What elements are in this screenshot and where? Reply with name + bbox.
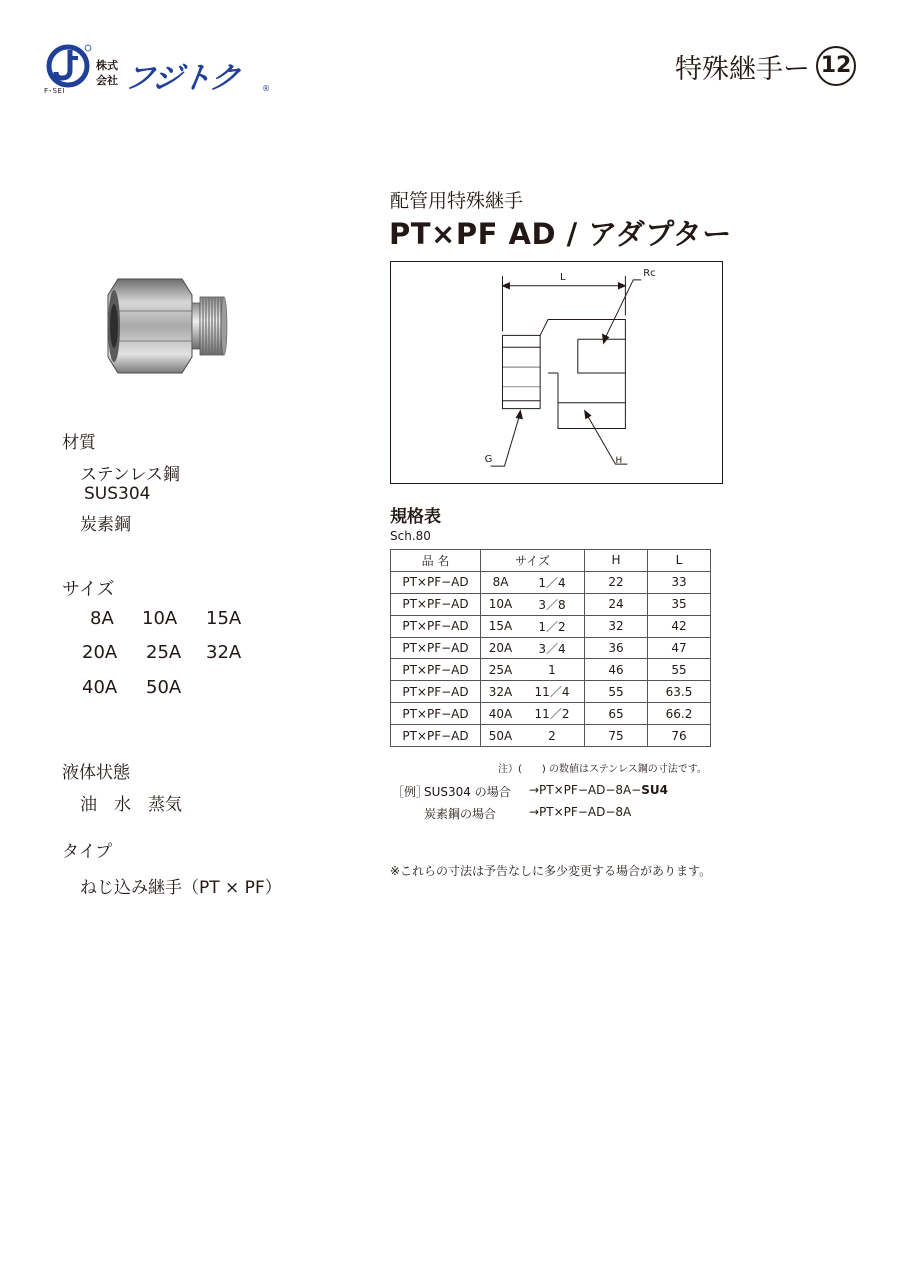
table-cell: PT×PF−AD <box>391 637 481 659</box>
logo-registered-mark: ® <box>262 84 270 93</box>
table-row <box>391 615 711 637</box>
table-cell: 32A <box>481 681 521 703</box>
table-cell: 40A <box>481 703 521 725</box>
product-photo <box>104 275 230 375</box>
table-cell: 47 <box>648 637 711 659</box>
table-cell: PT×PF−AD <box>391 593 481 615</box>
table-cell: 65 <box>585 703 648 725</box>
table-cell: 36 <box>585 637 648 659</box>
table-cell: 11／2 <box>520 703 585 725</box>
spec-heading: 規格表 <box>390 507 441 527</box>
table-cell: 55 <box>648 659 711 681</box>
table-cell: 10A <box>481 593 521 615</box>
size-item: 15A <box>206 608 242 629</box>
table-cell: 63.5 <box>648 681 711 703</box>
table-cell: 3／4 <box>520 637 585 659</box>
dimension-label-G: G <box>484 454 493 466</box>
example-2-label: 炭素鋼の場合 <box>424 807 497 821</box>
table-cell: 75 <box>585 725 648 747</box>
example-1-code-suffix: SU4 <box>641 783 669 797</box>
table-cell: 35 <box>648 593 711 615</box>
size-row <box>82 642 241 663</box>
table-row <box>391 725 711 747</box>
size-item: 32A <box>206 642 242 663</box>
table-row <box>391 637 711 659</box>
size-row <box>82 677 181 698</box>
column-header: L <box>648 550 711 572</box>
table-cell: 33 <box>648 571 711 593</box>
table-cell: 15A <box>481 615 521 637</box>
size-heading: サイズ <box>62 579 115 600</box>
logo-fsei-text: F･SEI <box>44 87 65 95</box>
table-cell: PT×PF−AD <box>391 659 481 681</box>
size-item: 40A <box>82 677 118 698</box>
material-item: ステンレス鋼 <box>80 465 180 485</box>
technical-drawing <box>390 261 723 484</box>
table-cell: 22 <box>585 571 648 593</box>
size-row <box>90 608 241 629</box>
disclaimer: ※これらの寸法は予告なしに多少変更する場合があります。 <box>390 864 712 878</box>
material-heading: 材質 <box>62 433 96 453</box>
table-cell: 3／8 <box>520 593 585 615</box>
table-cell: 66.2 <box>648 703 711 725</box>
table-cell: PT×PF−AD <box>391 615 481 637</box>
logo-company-name: フジトク <box>122 61 242 96</box>
table-cell: 55 <box>585 681 648 703</box>
dimension-label-H: H <box>615 456 623 467</box>
table-row <box>391 703 711 725</box>
table-cell: 76 <box>648 725 711 747</box>
page-category <box>675 46 856 86</box>
table-cell: 20A <box>481 637 521 659</box>
table-cell: 1／4 <box>520 571 585 593</box>
page-number: 12 <box>816 46 856 86</box>
table-header-row <box>391 550 711 572</box>
column-header: サイズ <box>481 550 585 572</box>
size-item: 10A <box>142 608 178 629</box>
material-item: SUS304 <box>84 484 151 504</box>
column-header: 品 名 <box>391 550 481 572</box>
dimension-label-Rc: Rc <box>643 267 656 279</box>
type-heading: タイプ <box>62 842 113 862</box>
fluid-values: 油 水 蒸気 <box>80 795 182 815</box>
table-cell: 32 <box>585 615 648 637</box>
table-cell: 1／2 <box>520 615 585 637</box>
table-cell: PT×PF−AD <box>391 703 481 725</box>
table-cell: PT×PF−AD <box>391 681 481 703</box>
table-note: 注）( ) の数値はステンレス鋼の寸法です。 <box>498 764 707 775</box>
table-row <box>391 571 711 593</box>
table-cell: 46 <box>585 659 648 681</box>
product-subtitle: 配管用特殊継手 <box>390 190 524 212</box>
table-cell: 8A <box>481 571 521 593</box>
column-header: H <box>585 550 648 572</box>
example-1-label: SUS304 の場合 <box>424 785 511 799</box>
table-cell: 25A <box>481 659 521 681</box>
table-cell: 2 <box>520 725 585 747</box>
table-row <box>391 659 711 681</box>
fluid-heading: 液体状態 <box>62 763 130 783</box>
table-row <box>391 593 711 615</box>
size-item: 20A <box>82 642 118 663</box>
spec-table <box>390 549 711 747</box>
logo-kabushiki-text-2: 会社 <box>96 74 118 87</box>
size-item: 25A <box>146 642 182 663</box>
size-item: 50A <box>146 677 182 698</box>
table-cell: 42 <box>648 615 711 637</box>
logo-kabushiki-text-1: 株式 <box>96 59 118 72</box>
example-tag: ［例］ <box>392 785 429 799</box>
table-cell: 11／4 <box>520 681 585 703</box>
table-cell: PT×PF−AD <box>391 571 481 593</box>
example-1-code <box>529 783 668 797</box>
table-cell: 50A <box>481 725 521 747</box>
table-cell: PT×PF−AD <box>391 725 481 747</box>
table-cell: 1 <box>520 659 585 681</box>
type-value: ねじ込み継手（PT × PF） <box>80 878 282 898</box>
example-2-code: →PT×PF−AD−8A <box>529 805 632 819</box>
schedule-label: Sch.80 <box>390 529 431 543</box>
example-1-code-main: →PT×PF−AD−8A− <box>529 783 642 797</box>
table-row <box>391 681 711 703</box>
table-cell: 24 <box>585 593 648 615</box>
category-label: 特殊継手ー <box>675 53 810 85</box>
dimension-label-L: L <box>559 271 566 283</box>
material-item: 炭素鋼 <box>80 515 131 535</box>
product-title: PT×PF AD / アダプター <box>389 217 732 251</box>
size-item: 8A <box>90 608 114 629</box>
